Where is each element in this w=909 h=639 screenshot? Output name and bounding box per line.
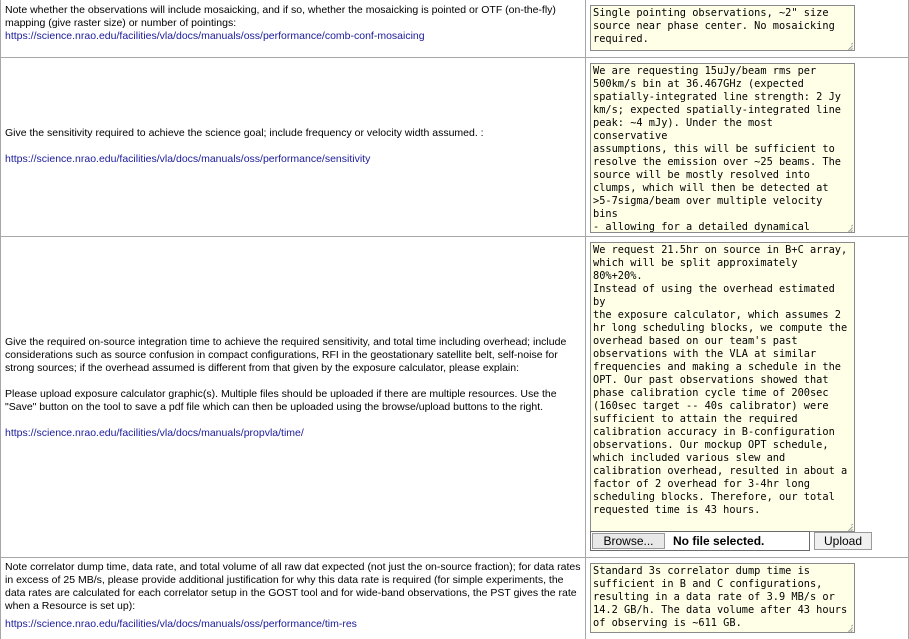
upload-instructions: Please upload exposure calculator graphic(s). Multiple files should be uploaded if there are multiple resources. Use the "Save" button on the tool to save a pdf file which can then be uploaded using the browse/upload buttons to the right.: [5, 388, 557, 413]
form-row-integration-time: [0, 236, 909, 557]
question-text: Give the sensitivity required to achieve the science goal; include frequency or velocity width assumed. :: [5, 127, 484, 139]
browse-button[interactable]: Browse...: [592, 533, 665, 549]
answer-cell: [587, 558, 909, 639]
question-cell: [0, 0, 586, 57]
answer-cell: [587, 237, 909, 557]
file-input[interactable]: [590, 531, 810, 551]
question-text: Give the required on-source integration time to achieve the required sensitivity, and total time including overhead; include considerations such as source confusion in compact configurations, RFI in the geostationary satellite belt, self-noise for strong sources; if the overhead assumed is different from that given by the exposure calculator, please explain:: [5, 336, 567, 374]
form-row-data-rate: [0, 557, 909, 639]
help-link[interactable]: https://science.nrao.edu/facilities/vla/docs/manuals/oss/performance/comb-conf-mosaicing: [5, 30, 425, 42]
question-text: Note correlator dump time, data rate, and total volume of all raw dat expected (not just the on-source fraction); for data rates in excess of 25 MB/s, please provide additional justification for why this data rate is required (for simple experiments, the data rates are calculated for each correlator setup in the GOST tool and for wide-band observations, the PST gives the rate when a Resource is set up):: [5, 561, 581, 612]
data-rate-textarea[interactable]: Standard 3s correlator dump time is sufficient in B and C configurations, resulting in a data rate of 3.9 MB/s or 14.2 GB/h. The data volume after 43 hours of observing is ~611 GB.: [590, 563, 855, 633]
question-text: Note whether the observations will include mosaicking, and if so, whether the mosaicking is pointed or OTF (on-the-fly) mapping (give raster size) or number of pointings:: [5, 4, 556, 29]
help-link[interactable]: https://science.nrao.edu/facilities/vla/docs/manuals/propvla/time/: [5, 427, 304, 439]
file-status: No file selected.: [673, 534, 765, 548]
help-link[interactable]: https://science.nrao.edu/facilities/vla/docs/manuals/oss/performance/tim-res: [5, 618, 357, 630]
question-cell: [0, 58, 586, 236]
integration-time-textarea[interactable]: We request 21.5hr on source in B+C array, which will be split approximately 80%+20%. Instead of using the overhead estimated by the exposure calculator, which assumes 2 hr long scheduling blocks, we compute the overhead based on our team's past observations with the VLA at similar frequencies and making a schedule in the OPT. Our past observations showed that phase calibration cycle time of 200sec (160sec target -- 40s calibrator) were sufficient to attain the required calibration accuracy in B-configuration observations. Our mockup OPT schedule, which included various slew and calibration overhead, resulted in about a factor of 2 overhead for 3-4hr long scheduling blocks. Therefore, our total requested time is 43 hours.: [590, 242, 855, 532]
question-cell: [0, 237, 586, 557]
answer-cell: [587, 58, 909, 236]
file-upload-row: [590, 531, 890, 553]
resize-grip-icon[interactable]: [844, 622, 853, 631]
help-link[interactable]: https://science.nrao.edu/facilities/vla/docs/manuals/oss/performance/sensitivity: [5, 153, 371, 165]
form-row-sensitivity: [0, 57, 909, 236]
sensitivity-textarea[interactable]: We are requesting 15uJy/beam rms per 500km/s bin at 36.467GHz (expected spatially-integrated line strength: 2 Jy km/s; expected spatially-integrated line peak: ~4 mJy). Under the most conservative assumptions, this will be sufficient to resolve the emission over ~25 beams. The source will be mostly resolved into clumps, which will then be detected at >5-7sigma/beam over multiple velocity bins - allowing for a detailed dynamical: [590, 63, 855, 233]
resize-grip-icon[interactable]: [844, 222, 853, 231]
mosaicking-textarea[interactable]: Single pointing observations, ~2" size source near phase center. No mosaicking required.: [590, 5, 855, 51]
upload-button[interactable]: Upload: [814, 532, 872, 550]
answer-cell: [587, 0, 909, 57]
question-cell: [0, 558, 586, 639]
resize-grip-icon[interactable]: [844, 40, 853, 49]
resize-grip-icon[interactable]: [844, 521, 853, 530]
form-row-mosaicking: [0, 0, 909, 57]
